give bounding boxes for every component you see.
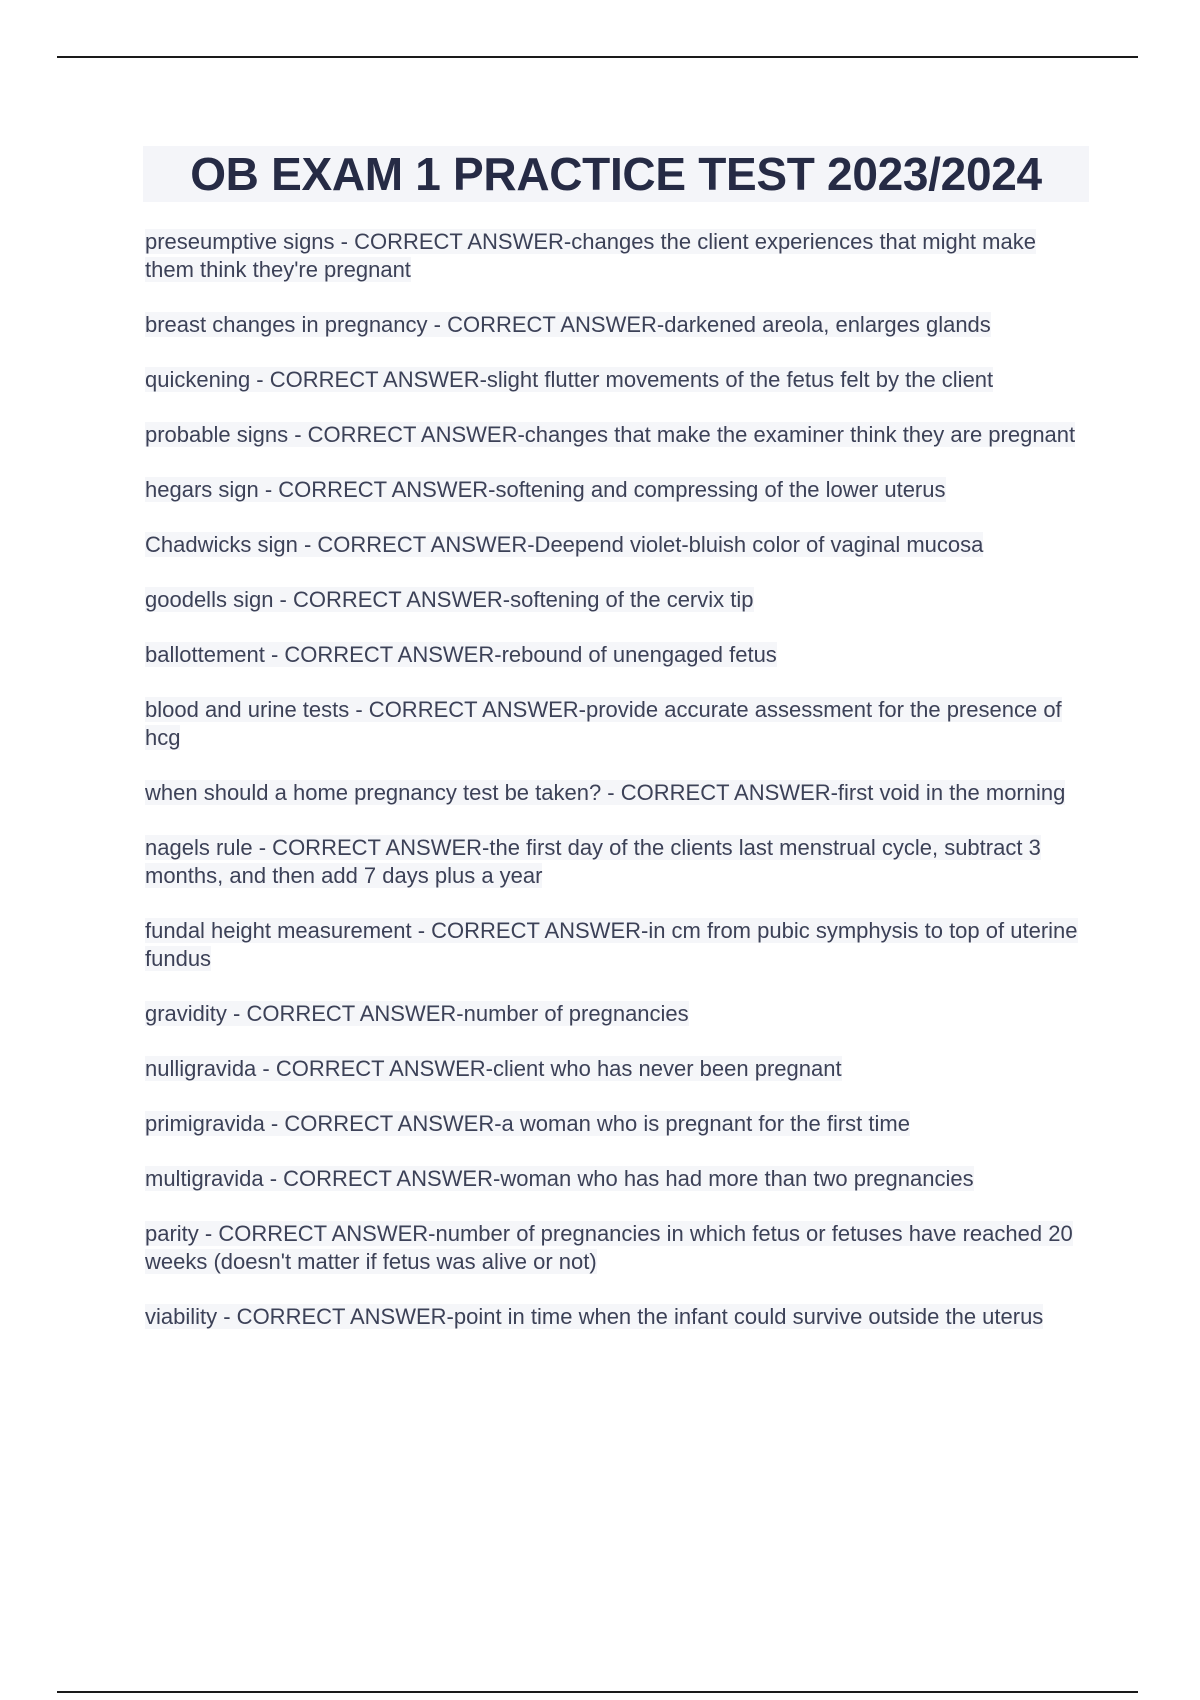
qa-text: nulligravida - CORRECT ANSWER-client who has never been pregnant — [145, 1056, 842, 1081]
qa-item — [145, 1055, 1085, 1083]
qa-text: Chadwicks sign - CORRECT ANSWER-Deepend violet-bluish color of vaginal mucosa — [145, 532, 984, 557]
qa-item — [145, 1303, 1085, 1331]
qa-text: blood and urine tests - CORRECT ANSWER-provide accurate assessment for the presence of hcg — [145, 697, 1062, 750]
qa-item — [145, 834, 1085, 890]
qa-text: parity - CORRECT ANSWER-number of pregnancies in which fetus or fetuses have reached 20 weeks (doesn't matter if fetus was alive or not) — [145, 1221, 1073, 1274]
document-title: OB EXAM 1 PRACTICE TEST 2023/2024 — [190, 148, 1042, 200]
title-banner — [143, 146, 1089, 202]
qa-text: quickening - CORRECT ANSWER-slight flutter movements of the fetus felt by the client — [145, 367, 994, 392]
qa-list — [145, 228, 1085, 1358]
qa-item — [145, 779, 1085, 807]
qa-item — [145, 531, 1085, 559]
qa-item — [145, 917, 1085, 973]
qa-item — [145, 1165, 1085, 1193]
qa-text: multigravida - CORRECT ANSWER-woman who has had more than two pregnancies — [145, 1166, 974, 1191]
qa-item — [145, 311, 1085, 339]
qa-item — [145, 1110, 1085, 1138]
qa-item — [145, 421, 1085, 449]
qa-text: fundal height measurement - CORRECT ANSWER-in cm from pubic symphysis to top of uterine fundus — [145, 918, 1078, 971]
qa-text: breast changes in pregnancy - CORRECT ANSWER-darkened areola, enlarges glands — [145, 312, 991, 337]
qa-item — [145, 1000, 1085, 1028]
qa-text: gravidity - CORRECT ANSWER-number of pregnancies — [145, 1001, 689, 1026]
qa-item — [145, 586, 1085, 614]
qa-item — [145, 228, 1085, 284]
footer-rule — [57, 1691, 1138, 1693]
qa-text: probable signs - CORRECT ANSWER-changes that make the examiner think they are pregnant — [145, 422, 1076, 447]
qa-text: goodells sign - CORRECT ANSWER-softening of the cervix tip — [145, 587, 754, 612]
qa-item — [145, 1220, 1085, 1276]
qa-text: nagels rule - CORRECT ANSWER-the first day of the clients last menstrual cycle, subtract 3 months, and then add 7 days plus a year — [145, 835, 1041, 888]
qa-text: when should a home pregnancy test be taken? - CORRECT ANSWER-first void in the morning — [145, 780, 1066, 805]
qa-text: primigravida - CORRECT ANSWER-a woman who is pregnant for the first time — [145, 1111, 910, 1136]
qa-item — [145, 641, 1085, 669]
qa-text: preseumptive signs - CORRECT ANSWER-changes the client experiences that might make them think they're pregnant — [145, 229, 1036, 282]
qa-text: ballottement - CORRECT ANSWER-rebound of unengaged fetus — [145, 642, 777, 667]
header-rule — [57, 56, 1138, 58]
qa-item — [145, 366, 1085, 394]
qa-item — [145, 696, 1085, 752]
qa-text: hegars sign - CORRECT ANSWER-softening and compressing of the lower uterus — [145, 477, 946, 502]
qa-text: viability - CORRECT ANSWER-point in time when the infant could survive outside the uterus — [145, 1304, 1044, 1329]
qa-item — [145, 476, 1085, 504]
